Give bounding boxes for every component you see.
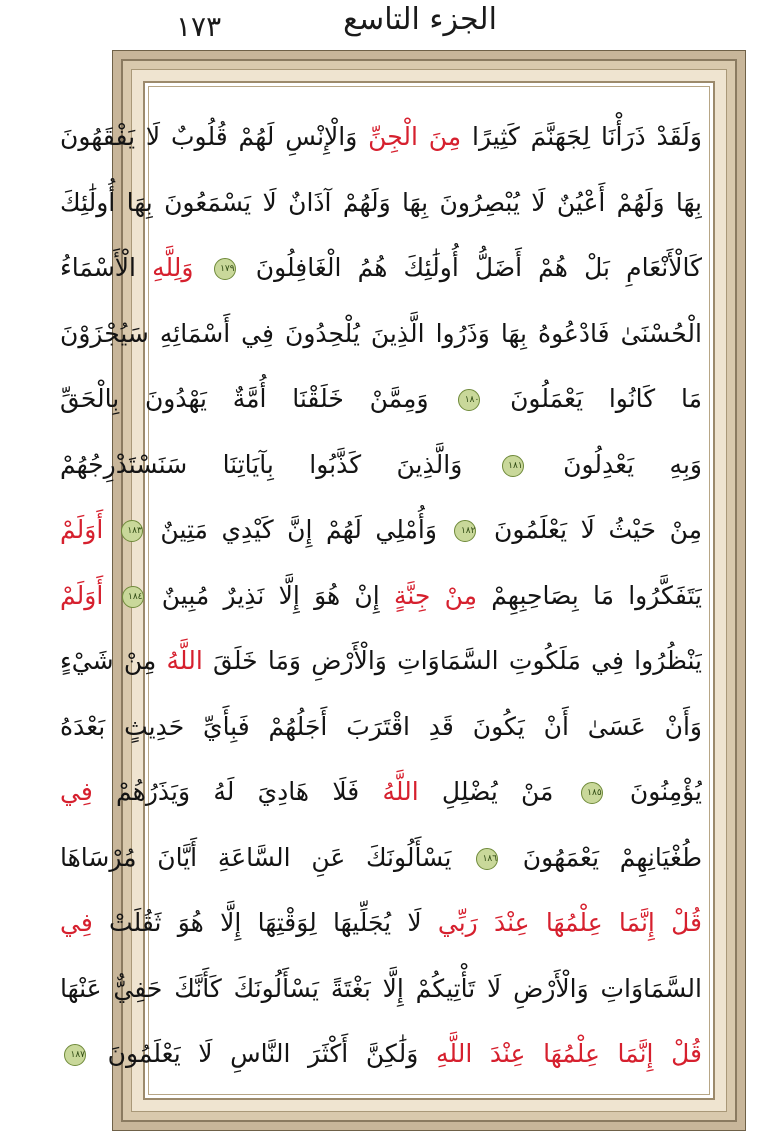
verse-text: مِنْ شَيْءٍ <box>60 646 167 675</box>
highlighted-text: اللَّهُ <box>166 646 203 675</box>
verse-text: وَأَنْ عَسَىٰ أَنْ يَكُونَ قَدِ اقْتَرَبَ أَجَلُهُمْ فَبِأَيِّ حَدِيثٍ بَعْدَهُ <box>60 711 702 741</box>
ayah-number-marker: ١٨٠ <box>458 389 480 411</box>
ayah-number-marker: ١٨٤ <box>122 586 144 608</box>
ayah-number-marker: ١٨٦ <box>476 848 498 870</box>
verse-line <box>60 301 702 367</box>
verse-text: وَبِهِ يَعْدِلُونَ <box>527 449 702 479</box>
verse-text: يُؤْمِنُونَ <box>606 777 702 806</box>
highlighted-text: وَلِلَّهِ <box>152 253 210 282</box>
ayah-number-marker: ١٨٣ <box>121 520 143 542</box>
verse-text: يَسْأَلُونَكَ عَنِ السَّاعَةِ أَيَّانَ مُرْسَاهَا <box>60 842 473 872</box>
verse-line <box>60 497 702 563</box>
verse-text: وَالَّذِينَ كَذَّبُوا بِآيَاتِنَا سَنَسْتَدْرِجُهُمْ <box>60 449 498 479</box>
verse-line <box>60 825 702 891</box>
highlighted-text: أَوَلَمْ <box>60 515 117 544</box>
verse-text: الْأَسْمَاءُ <box>60 253 153 282</box>
verse-text: وَمِمَّنْ خَلَقْنَا أُمَّةٌ يَهْدُونَ بِالْحَقِّ <box>60 384 455 413</box>
verse-line <box>60 956 702 1022</box>
verse-text: لَا يُجَلِّيهَا لِوَقْتِهَا إِلَّا هُوَ ثَقُلَتْ <box>92 908 438 937</box>
verse-line <box>60 366 702 432</box>
verse-text: مِنْ حَيْثُ لَا يَعْلَمُونَ <box>480 515 702 544</box>
verse-block <box>60 104 702 1087</box>
ayah-number-marker: ١٧٩ <box>214 258 236 280</box>
verse-text: كَالْأَنْعَامِ بَلْ هُمْ أَضَلُّ أُولَٰئِكَ هُمُ الْغَافِلُونَ <box>239 253 702 282</box>
verse-text: يَنْظُرُوا فِي مَلَكُوتِ السَّمَاوَاتِ وَالْأَرْضِ وَمَا خَلَقَ <box>202 646 702 675</box>
highlighted-text: مِنَ الْجِنِّ <box>368 122 462 151</box>
verse-line <box>60 694 702 760</box>
verse-line <box>60 890 702 956</box>
verse-text: مَا كَانُوا يَعْمَلُونَ <box>484 384 702 413</box>
ayah-number-marker: ١٨١ <box>502 455 524 477</box>
verse-text: إِنْ هُوَ إِلَّا نَذِيرٌ مُبِينٌ <box>147 580 394 610</box>
juz-title: الجزء التاسع <box>343 2 497 37</box>
page-header <box>0 0 760 48</box>
verse-line <box>60 563 702 629</box>
verse-text: مَنْ يُضْلِلِ <box>418 777 577 806</box>
ayah-number-marker: ١٨٧ <box>64 1044 86 1066</box>
verse-line <box>60 170 702 236</box>
verse-line <box>60 1021 702 1087</box>
verse-line <box>60 432 702 498</box>
verse-text: طُغْيَانِهِمْ يَعْمَهُونَ <box>502 842 702 872</box>
verse-text: وَأُمْلِي لَهُمْ إِنَّ كَيْدِي مَتِينٌ <box>146 515 451 544</box>
verse-line <box>60 235 702 301</box>
verse-text: وَلَقَدْ ذَرَأْنَا لِجَهَنَّمَ كَثِيرًا <box>461 122 702 151</box>
verse-text: فَلَا هَادِيَ لَهُ وَيَذَرُهُمْ <box>92 777 383 806</box>
highlighted-text: أَوَلَمْ <box>60 580 118 610</box>
verse-text: يَتَفَكَّرُوا مَا بِصَاحِبِهِمْ <box>477 580 702 610</box>
page-number: ١٧٣ <box>176 10 222 43</box>
highlighted-text: قُلْ إِنَّمَا عِلْمُهَا عِنْدَ رَبِّي <box>437 908 702 937</box>
highlighted-text: قُلْ إِنَّمَا عِلْمُهَا عِنْدَ اللَّهِ <box>436 1039 702 1068</box>
ayah-number-marker: ١٨٢ <box>454 520 476 542</box>
highlighted-text: فِي <box>60 908 93 937</box>
verse-text: السَّمَاوَاتِ وَالْأَرْضِ لَا تَأْتِيكُمْ إِلَّا بَغْتَةً يَسْأَلُونَكَ كَأَنَّكَ حَفِيٌّ عَنْهَا <box>60 973 702 1003</box>
verse-line <box>60 759 702 825</box>
verse-text: بِهَا وَلَهُمْ أَعْيُنٌ لَا يُبْصِرُونَ بِهَا وَلَهُمْ آذَانٌ لَا يَسْمَعُونَ بِهَا أُولَٰئِكَ <box>60 187 702 217</box>
highlighted-text: فِي <box>60 777 93 806</box>
verse-line <box>60 628 702 694</box>
highlighted-text: اللَّهُ <box>382 777 419 806</box>
verse-text: وَلَٰكِنَّ أَكْثَرَ النَّاسِ لَا يَعْلَمُونَ <box>90 1039 437 1068</box>
verse-text: وَالْإِنْسِ لَهُمْ قُلُوبٌ لَا يَفْقَهُونَ <box>60 122 369 151</box>
highlighted-text: مِنْ جِنَّةٍ <box>393 580 478 610</box>
verse-line <box>60 104 702 170</box>
ayah-number-marker: ١٨٥ <box>581 782 603 804</box>
verse-text: الْحُسْنَىٰ فَادْعُوهُ بِهَا وَذَرُوا الَّذِينَ يُلْحِدُونَ فِي أَسْمَائِهِ سَيُجْزَوْنَ <box>60 318 702 348</box>
